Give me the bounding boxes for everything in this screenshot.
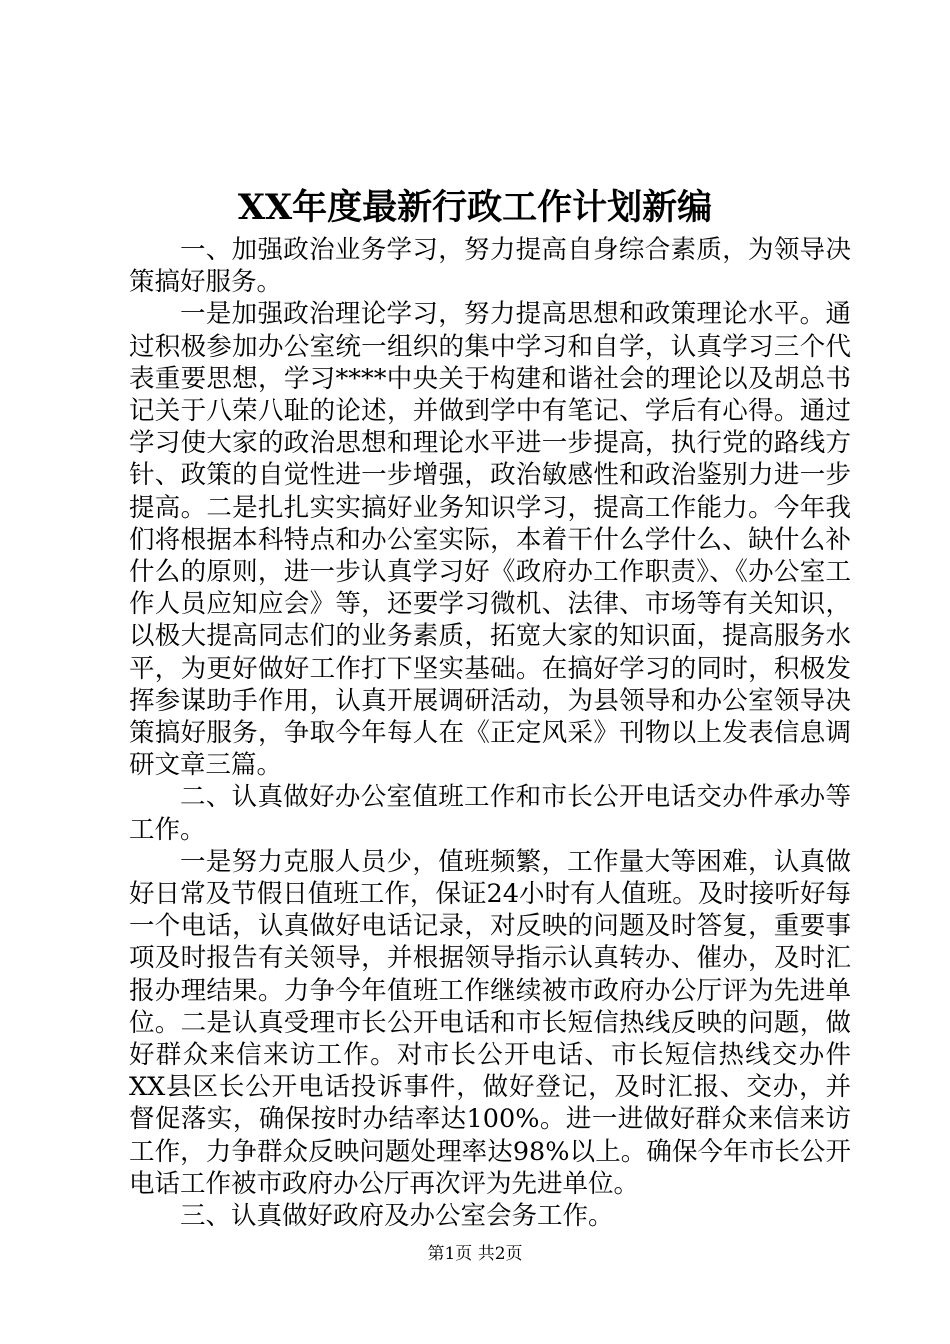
paragraph-section-3-heading: 三、认真做好政府及办公室会务工作。 xyxy=(180,1201,614,1232)
page-footer: 第1页 共2页 xyxy=(427,1244,523,1264)
document-title: XX年度最新行政工作计划新编 xyxy=(237,187,713,228)
paragraph-section-2-body: 一是努力克服人员少，值班频繁，工作量大等困难，认真做好日常及节假日值班工作，保证24小时有人值班。及时接听好每一个电话，认真做好电话记录，对反映的问题及时答复，重要事项及时报告有关领导，并根据领导指示认真转办、催办，及时汇报办理结果。力争今年值班工作继续被市政府办公厅评为先进单位。二是认真受理市长公开电话和市长短信热线反映的问题，做好群众来信来访工作。对市长公开电话、市长短信热线交办件XX县区长公开电话投诉事件，做好登记，及时汇报、交办，并督促落实，确保按时办结率达100%。进一进做好群众来信来访工作，力争群众反映问题处理率达98%以上。确保今年市长公开电话工作被市政府办公厅再次评为先进单位。 xyxy=(129,846,851,1199)
document-body xyxy=(129,234,851,1232)
paragraph-section-2-heading: 二、认真做好办公室值班工作和市长公开电话交办件承办等工作。 xyxy=(129,782,851,845)
paragraph-section-1-heading: 一、加强政治业务学习，努力提高自身综合素质，为领导决策搞好服务。 xyxy=(129,235,851,298)
paragraph-section-1-body: 一是加强政治理论学习，努力提高思想和政策理论水平。通过积极参加办公室统一组织的集中学习和自学，认真学习三个代表重要思想，学习****中央关于构建和谐社会的理论以及胡总书记关于八荣八耻的论述，并做到学中有笔记、学后有心得。通过学习使大家的政治思想和理论水平进一步提高，执行党的路线方针、政策的自觉性进一步增强，政治敏感性和政治鉴别力进一步提高。二是扎扎实实搞好业务知识学习，提高工作能力。今年我们将根据本科特点和办公室实际，本着干什么学什么、缺什么补什么的原则，进一步认真学习好《政府办工作职责》、《办公室工作人员应知应会》等，还要学习微机、法律、市场等有关知识，以极大提高同志们的业务素质，拓宽大家的知识面，提高服务水平，为更好做好工作打下坚实基础。在搞好学习的同时，积极发挥参谋助手作用，认真开展调研活动，为县领导和办公室领导决策搞好服务，争取今年每人在《正定风采》刊物以上发表信息调研文章三篇。 xyxy=(129,299,851,781)
